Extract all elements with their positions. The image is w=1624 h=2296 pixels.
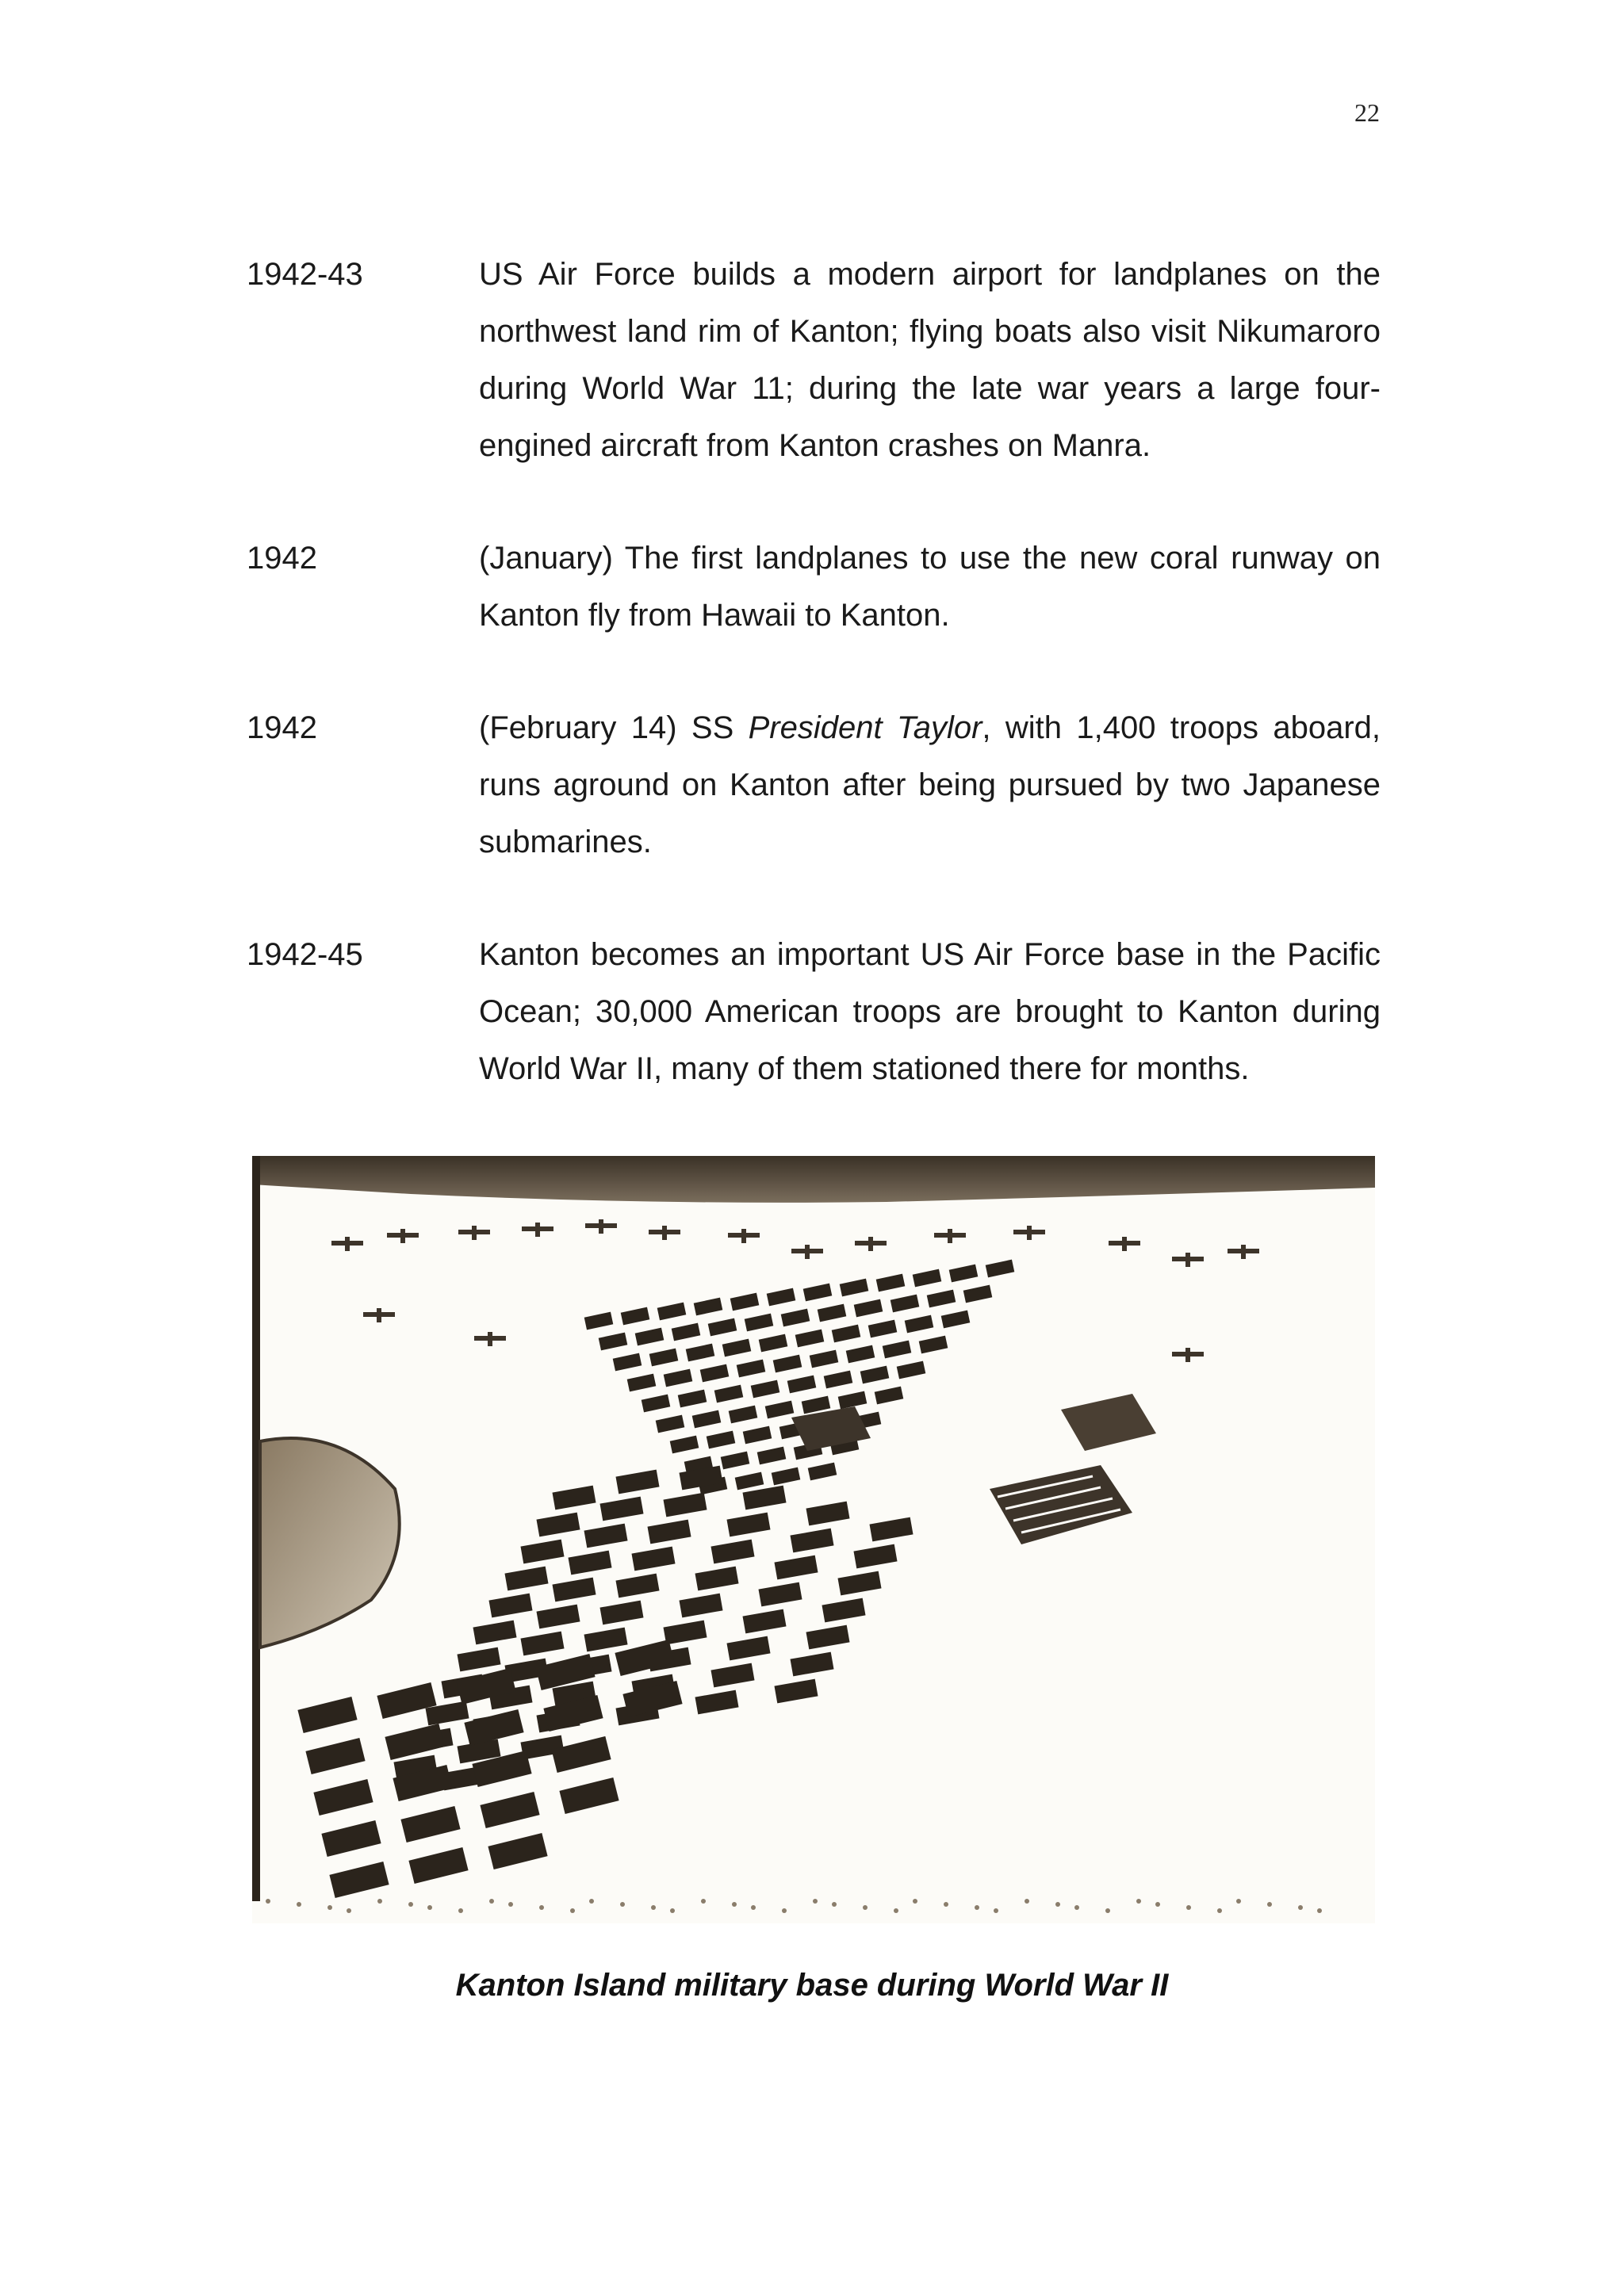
- debris-dot: [863, 1905, 868, 1910]
- debris-dot: [1055, 1902, 1060, 1907]
- debris-dot: [620, 1902, 625, 1907]
- debris-dot: [1025, 1899, 1029, 1904]
- debris-dot: [1136, 1899, 1141, 1904]
- debris-dot: [489, 1899, 494, 1904]
- entry-text-part: US Air Force builds a modern airport for landplanes on the northwest land rim of Kanton; flying boats also visit Nikumaroro during World War 11; during the late war years a large four-engined aircraft from Kanton crashes on Manra.: [479, 257, 1381, 463]
- entry-text-part: Kanton becomes an important US Air Force base in the Pacific Ocean; 30,000 American troops are brought to Kanton during World War II, many of them stationed there for months.: [479, 937, 1381, 1086]
- debris-dot: [732, 1902, 737, 1907]
- entry-year: 1942-43: [247, 257, 363, 292]
- debris-dot: [1105, 1908, 1110, 1913]
- entry-description: [479, 246, 1381, 474]
- debris-dot: [377, 1899, 382, 1904]
- debris-dot: [297, 1902, 301, 1907]
- debris-dot: [813, 1899, 818, 1904]
- figure-caption: Kanton Island military base during World War II: [455, 1968, 1169, 2003]
- debris-dot: [1317, 1908, 1322, 1913]
- timeline-entry: [247, 246, 1381, 474]
- debris-dot: [1155, 1902, 1160, 1907]
- debris-dot: [1074, 1905, 1079, 1910]
- entry-text-part: (February 14) SS: [479, 710, 749, 745]
- debris-dot: [975, 1905, 979, 1910]
- ship-name: President Taylor: [748, 710, 982, 745]
- debris-dot: [1186, 1905, 1191, 1910]
- debris-dot: [994, 1908, 998, 1913]
- entry-year: 1942: [247, 710, 317, 745]
- entry-text-part: , with 1,400 troops aboard, runs aground on Kanton after being pursued by two Japanese submarines.: [479, 710, 1381, 859]
- aerial-photo: [252, 1156, 1375, 1923]
- timeline: [247, 246, 1381, 1153]
- debris-dot: [1236, 1899, 1241, 1904]
- timeline-entry: [247, 530, 1381, 644]
- debris-dot: [670, 1908, 675, 1913]
- debris-dot: [651, 1905, 656, 1910]
- debris-dot: [1267, 1902, 1272, 1907]
- debris-dot: [1217, 1908, 1222, 1913]
- aerial-photo-image: [252, 1156, 1375, 1923]
- debris-dot: [913, 1899, 917, 1904]
- debris-dot: [701, 1899, 706, 1904]
- debris-dot: [570, 1908, 575, 1913]
- debris-dot: [751, 1905, 756, 1910]
- entry-year: 1942: [247, 541, 317, 576]
- debris-dot: [508, 1902, 513, 1907]
- timeline-entry: [247, 699, 1381, 871]
- debris-dot: [1298, 1905, 1303, 1910]
- entry-description: [479, 699, 1381, 871]
- entry-text-part: (January) The first landplanes to use the new coral runway on Kanton fly from Hawaii to Kanton.: [479, 541, 1381, 633]
- debris-dot: [347, 1908, 351, 1913]
- timeline-entry: [247, 926, 1381, 1097]
- entry-description: [479, 926, 1381, 1097]
- debris-dot: [832, 1902, 837, 1907]
- debris-dot: [782, 1908, 787, 1913]
- entry-year: 1942-45: [247, 937, 363, 972]
- debris-dot: [427, 1905, 432, 1910]
- debris-dot: [589, 1899, 594, 1904]
- debris-dot: [458, 1908, 463, 1913]
- debris-dot: [408, 1902, 413, 1907]
- debris-dot: [539, 1905, 544, 1910]
- debris-dot: [266, 1899, 270, 1904]
- page-number: 22: [1354, 98, 1380, 127]
- debris-dot: [944, 1902, 948, 1907]
- debris-dot: [327, 1905, 332, 1910]
- debris-dot: [894, 1908, 898, 1913]
- entry-description: [479, 530, 1381, 644]
